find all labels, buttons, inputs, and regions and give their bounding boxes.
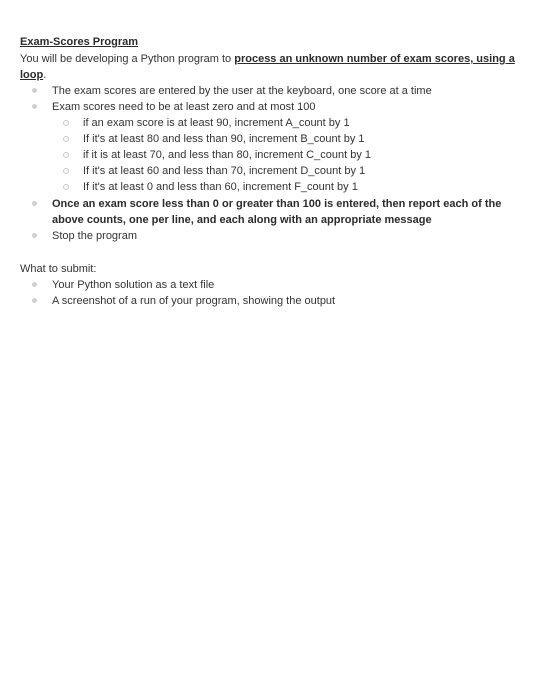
- submit-heading: What to submit:: [20, 263, 97, 275]
- rule-item: If it's at least 0 and less than 60, increment F_count by 1: [83, 181, 358, 193]
- sub-bullet-icon: [63, 120, 69, 126]
- bullet-icon: [32, 233, 37, 238]
- sub-bullet-icon: [63, 152, 69, 158]
- requirement-item: The exam scores are entered by the user at the keyboard, one score at a time: [52, 85, 432, 97]
- intro-emphasis: process an unknown number of exam scores, using a loop: [20, 53, 515, 81]
- sub-bullet-icon: [63, 136, 69, 142]
- rule-item: if an exam score is at least 90, increment A_count by 1: [83, 117, 350, 129]
- submit-item: A screenshot of a run of your program, showing the output: [52, 295, 336, 307]
- rule-item: if it is at least 70, and less than 80, increment C_count by 1: [83, 149, 371, 161]
- requirement-item: Exam scores need to be at least zero and at most 100: [52, 101, 316, 113]
- sub-bullet-icon: [63, 184, 69, 190]
- intro-paragraph: [20, 51, 520, 83]
- intro-prefix: You will be developing a Python program to: [20, 53, 235, 65]
- rule-item: If it's at least 80 and less than 90, increment B_count by 1: [83, 133, 365, 145]
- report-step: Once an exam score less than 0 or greater than 100 is entered, then report each of the above counts, one per line, and each along with an appropriate message: [52, 198, 502, 226]
- stop-step: Stop the program: [52, 230, 137, 242]
- submit-item: Your Python solution as a text file: [52, 279, 215, 291]
- rule-item: If it's at least 60 and less than 70, increment D_count by 1: [83, 165, 366, 177]
- sub-bullet-icon: [63, 168, 69, 174]
- document-title: Exam-Scores Program: [20, 36, 138, 48]
- bullet-icon: [32, 104, 37, 109]
- bullet-icon: [32, 282, 37, 287]
- bullet-icon: [32, 298, 37, 303]
- bullet-icon: [32, 201, 37, 206]
- bullet-icon: [32, 88, 37, 93]
- intro-suffix: .: [43, 69, 47, 81]
